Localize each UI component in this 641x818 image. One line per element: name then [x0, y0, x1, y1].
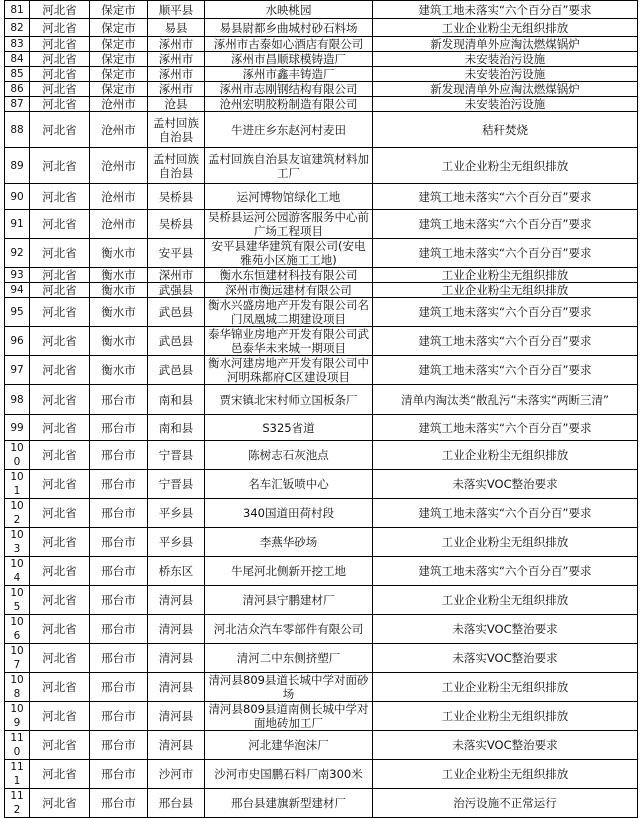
city-cell: 邢台市 — [90, 760, 148, 789]
table-row — [5, 1, 638, 19]
table-row — [5, 298, 638, 327]
county-cell: 武邑县 — [148, 356, 205, 385]
issue-type-cell: 新发现清单外应淘汰燃煤锅炉 — [373, 82, 638, 97]
table-row — [5, 731, 638, 760]
row-number-cell: 91 — [5, 210, 30, 239]
county-cell: 沧县 — [148, 97, 205, 112]
county-cell: 清河县 — [148, 644, 205, 673]
province-cell: 河北省 — [30, 499, 90, 528]
site-name-cell: 深州市衡远建材有限公司 — [205, 283, 373, 298]
province-cell: 河北省 — [30, 528, 90, 557]
site-name-cell: 涿州市志刚钢结构有限公司 — [205, 82, 373, 97]
city-cell: 沧州市 — [90, 148, 148, 184]
issue-type-cell: 建筑工地未落实“六个百分百”要求 — [373, 298, 638, 327]
issue-type-cell: 工业企业粉尘无组织排放 — [373, 283, 638, 298]
city-cell: 邢台市 — [90, 789, 148, 818]
county-cell: 顺平县 — [148, 1, 205, 19]
county-cell: 宁晋县 — [148, 470, 205, 499]
site-name-cell: 水映桃园 — [205, 1, 373, 19]
county-cell: 邢台县 — [148, 789, 205, 818]
county-cell: 清河县 — [148, 731, 205, 760]
province-cell: 河北省 — [30, 19, 90, 37]
issue-type-cell: 工业企业粉尘无组织排放 — [373, 586, 638, 615]
issue-type-cell: 未落实VOC整治要求 — [373, 644, 638, 673]
row-number-cell: 98 — [5, 385, 30, 415]
city-cell: 衡水市 — [90, 298, 148, 327]
table-row — [5, 673, 638, 702]
table-row — [5, 441, 638, 470]
province-cell: 河北省 — [30, 210, 90, 239]
issue-type-cell: 治污设施不正常运行 — [373, 789, 638, 818]
county-cell: 孟村回族自治县 — [148, 112, 205, 148]
row-number-cell: 81 — [5, 1, 30, 19]
table-row — [5, 239, 638, 268]
site-name-cell: 易县尉都乡曲城村砂石料场 — [205, 19, 373, 37]
county-cell: 南和县 — [148, 385, 205, 415]
city-cell: 邢台市 — [90, 731, 148, 760]
city-cell: 邢台市 — [90, 702, 148, 731]
table-row — [5, 97, 638, 112]
county-cell: 深州市 — [148, 268, 205, 283]
row-number-cell: 84 — [5, 52, 30, 67]
site-name-cell: 清河县809县道南侧长城中学对面地砖加工厂 — [205, 702, 373, 731]
city-cell: 邢台市 — [90, 441, 148, 470]
row-number-cell: 106 — [5, 615, 30, 644]
city-cell: 保定市 — [90, 37, 148, 52]
city-cell: 保定市 — [90, 1, 148, 19]
province-cell: 河北省 — [30, 184, 90, 210]
province-cell: 河北省 — [30, 148, 90, 184]
table-row — [5, 210, 638, 239]
site-name-cell: 牛进庄乡东赵河村麦田 — [205, 112, 373, 148]
county-cell: 吴桥县 — [148, 184, 205, 210]
row-number-cell: 101 — [5, 470, 30, 499]
province-cell: 河北省 — [30, 789, 90, 818]
table-row — [5, 37, 638, 52]
row-number-cell: 93 — [5, 268, 30, 283]
county-cell: 清河县 — [148, 702, 205, 731]
county-cell: 涿州市 — [148, 67, 205, 82]
issue-type-cell: 建筑工地未落实“六个百分百”要求 — [373, 1, 638, 19]
issue-type-cell: 建筑工地未落实“六个百分百”要求 — [373, 327, 638, 356]
row-number-cell: 86 — [5, 82, 30, 97]
issue-type-cell: 工业企业粉尘无组织排放 — [373, 148, 638, 184]
site-name-cell: 陈树志石灰池点 — [205, 441, 373, 470]
province-cell: 河北省 — [30, 385, 90, 415]
county-cell: 涿州市 — [148, 82, 205, 97]
city-cell: 邢台市 — [90, 415, 148, 441]
province-cell: 河北省 — [30, 441, 90, 470]
table-row — [5, 148, 638, 184]
province-cell: 河北省 — [30, 557, 90, 586]
province-cell: 河北省 — [30, 586, 90, 615]
county-cell: 涿州市 — [148, 52, 205, 67]
site-name-cell: 河北洁众汽车零部件有限公司 — [205, 615, 373, 644]
province-cell: 河北省 — [30, 356, 90, 385]
row-number-cell: 109 — [5, 702, 30, 731]
city-cell: 邢台市 — [90, 557, 148, 586]
issue-type-cell: 建筑工地未落实“六个百分百”要求 — [373, 499, 638, 528]
issue-type-cell: 建筑工地未落实“六个百分百”要求 — [373, 557, 638, 586]
table-row — [5, 112, 638, 148]
city-cell: 衡水市 — [90, 356, 148, 385]
province-cell: 河北省 — [30, 615, 90, 644]
row-number-cell: 110 — [5, 731, 30, 760]
table-row — [5, 760, 638, 789]
row-number-cell: 85 — [5, 67, 30, 82]
issue-type-cell: 工业企业粉尘无组织排放 — [373, 702, 638, 731]
issue-type-cell: 工业企业粉尘无组织排放 — [373, 268, 638, 283]
city-cell: 衡水市 — [90, 239, 148, 268]
row-number-cell: 111 — [5, 760, 30, 789]
county-cell: 沙河市 — [148, 760, 205, 789]
province-cell: 河北省 — [30, 239, 90, 268]
city-cell: 保定市 — [90, 52, 148, 67]
site-name-cell: 衡水河建房地产开发有限公司中河明珠都府C区建设项目 — [205, 356, 373, 385]
city-cell: 保定市 — [90, 82, 148, 97]
city-cell: 保定市 — [90, 67, 148, 82]
province-cell: 河北省 — [30, 67, 90, 82]
site-name-cell: 涿州市昌顺球模铸造厂 — [205, 52, 373, 67]
table-row — [5, 586, 638, 615]
issue-type-cell: 未落实VOC整治要求 — [373, 615, 638, 644]
site-name-cell: 沧州宏明胶粉制造有限公司 — [205, 97, 373, 112]
city-cell: 邢台市 — [90, 644, 148, 673]
site-name-cell: 涿州市古泰如心酒店有限公司 — [205, 37, 373, 52]
table-row — [5, 356, 638, 385]
row-number-cell: 112 — [5, 789, 30, 818]
site-name-cell: 沙河市史国鹏石料厂南300米 — [205, 760, 373, 789]
city-cell: 沧州市 — [90, 97, 148, 112]
issue-type-cell: 工业企业粉尘无组织排放 — [373, 673, 638, 702]
issue-table — [4, 0, 638, 818]
table-row — [5, 283, 638, 298]
county-cell: 清河县 — [148, 615, 205, 644]
row-number-cell: 82 — [5, 19, 30, 37]
table-row — [5, 702, 638, 731]
table-row — [5, 615, 638, 644]
province-cell: 河北省 — [30, 52, 90, 67]
issue-type-cell: 未安装治污设施 — [373, 52, 638, 67]
issue-type-cell: 工业企业粉尘无组织排放 — [373, 19, 638, 37]
county-cell: 宁晋县 — [148, 441, 205, 470]
row-number-cell: 96 — [5, 327, 30, 356]
table-row — [5, 268, 638, 283]
county-cell: 易县 — [148, 19, 205, 37]
site-name-cell: 衡水兴盛房地产开发有限公司名门凤凰城二期建设项目 — [205, 298, 373, 327]
row-number-cell: 87 — [5, 97, 30, 112]
province-cell: 河北省 — [30, 97, 90, 112]
row-number-cell: 95 — [5, 298, 30, 327]
city-cell: 邢台市 — [90, 385, 148, 415]
province-cell: 河北省 — [30, 112, 90, 148]
province-cell: 河北省 — [30, 1, 90, 19]
site-name-cell: 河北建华泡沫厂 — [205, 731, 373, 760]
table-row — [5, 385, 638, 415]
county-cell: 平乡县 — [148, 499, 205, 528]
county-cell: 清河县 — [148, 586, 205, 615]
table-row — [5, 644, 638, 673]
county-cell: 孟村回族自治县 — [148, 148, 205, 184]
table-row — [5, 82, 638, 97]
row-number-cell: 104 — [5, 557, 30, 586]
province-cell: 河北省 — [30, 415, 90, 441]
table-row — [5, 789, 638, 818]
issue-type-cell: 新发现清单外应淘汰燃煤锅炉 — [373, 37, 638, 52]
issue-type-cell: 秸秆焚烧 — [373, 112, 638, 148]
city-cell: 邢台市 — [90, 470, 148, 499]
province-cell: 河北省 — [30, 644, 90, 673]
city-cell: 沧州市 — [90, 210, 148, 239]
province-cell: 河北省 — [30, 731, 90, 760]
row-number-cell: 97 — [5, 356, 30, 385]
county-cell: 平乡县 — [148, 528, 205, 557]
table-row — [5, 499, 638, 528]
issue-type-cell: 工业企业粉尘无组织排放 — [373, 760, 638, 789]
city-cell: 邢台市 — [90, 499, 148, 528]
row-number-cell: 83 — [5, 37, 30, 52]
site-name-cell: 运河博物馆绿化工地 — [205, 184, 373, 210]
county-cell: 武邑县 — [148, 298, 205, 327]
city-cell: 邢台市 — [90, 615, 148, 644]
row-number-cell: 108 — [5, 673, 30, 702]
county-cell: 吴桥县 — [148, 210, 205, 239]
province-cell: 河北省 — [30, 327, 90, 356]
province-cell: 河北省 — [30, 760, 90, 789]
table-row — [5, 528, 638, 557]
issue-type-cell: 未安装治污设施 — [373, 67, 638, 82]
site-name-cell: 邢台县建旗新型建材厂 — [205, 789, 373, 818]
city-cell: 邢台市 — [90, 586, 148, 615]
province-cell: 河北省 — [30, 702, 90, 731]
site-name-cell: 李燕华砂场 — [205, 528, 373, 557]
issue-type-cell: 未安装治污设施 — [373, 97, 638, 112]
province-cell: 河北省 — [30, 268, 90, 283]
county-cell: 武邑县 — [148, 327, 205, 356]
row-number-cell: 88 — [5, 112, 30, 148]
row-number-cell: 90 — [5, 184, 30, 210]
table-row — [5, 67, 638, 82]
issue-type-cell: 建筑工地未落实“六个百分百”要求 — [373, 239, 638, 268]
issue-type-cell: 建筑工地未落实“六个百分百”要求 — [373, 356, 638, 385]
row-number-cell: 102 — [5, 499, 30, 528]
issue-type-cell: 建筑工地未落实“六个百分百”要求 — [373, 210, 638, 239]
site-name-cell: 吴桥县运河公园游客服务中心前广场工程项目 — [205, 210, 373, 239]
site-name-cell: 衡水东恒建材科技有限公司 — [205, 268, 373, 283]
row-number-cell: 100 — [5, 441, 30, 470]
site-name-cell: 安平县建华建筑有限公司(安电雅苑小区施工工地) — [205, 239, 373, 268]
county-cell: 南和县 — [148, 415, 205, 441]
issue-type-cell: 工业企业粉尘无组织排放 — [373, 441, 638, 470]
table-row — [5, 327, 638, 356]
row-number-cell: 89 — [5, 148, 30, 184]
county-cell: 清河县 — [148, 673, 205, 702]
city-cell: 沧州市 — [90, 112, 148, 148]
site-name-cell: 牛尾河北侧新开挖工地 — [205, 557, 373, 586]
site-name-cell: 贾宋镇北宋村师立国板条厂 — [205, 385, 373, 415]
site-name-cell: 清河二中东侧挤塑厂 — [205, 644, 373, 673]
row-number-cell: 94 — [5, 283, 30, 298]
city-cell: 邢台市 — [90, 673, 148, 702]
row-number-cell: 105 — [5, 586, 30, 615]
county-cell: 武强县 — [148, 283, 205, 298]
issue-type-cell: 建筑工地未落实“六个百分百”要求 — [373, 184, 638, 210]
table-row — [5, 52, 638, 67]
province-cell: 河北省 — [30, 37, 90, 52]
table-row — [5, 19, 638, 37]
table-row — [5, 470, 638, 499]
issue-type-cell: 未落实VOC整治要求 — [373, 470, 638, 499]
city-cell: 邢台市 — [90, 528, 148, 557]
row-number-cell: 92 — [5, 239, 30, 268]
issue-type-cell: 工业企业粉尘无组织排放 — [373, 528, 638, 557]
province-cell: 河北省 — [30, 283, 90, 298]
site-name-cell: 340国道田荷村段 — [205, 499, 373, 528]
site-name-cell: 清河县宁鹏建材厂 — [205, 586, 373, 615]
site-name-cell: 名车汇钣喷中心 — [205, 470, 373, 499]
city-cell: 衡水市 — [90, 327, 148, 356]
table-row — [5, 415, 638, 441]
issue-type-cell: 未落实VOC整治要求 — [373, 731, 638, 760]
site-name-cell: 泰华锦业房地产开发有限公司武邑泰华未来城一期项目 — [205, 327, 373, 356]
site-name-cell: 孟村回族自治县友谊建筑材料加工厂 — [205, 148, 373, 184]
site-name-cell: 清河县809县道长城中学对面砂场 — [205, 673, 373, 702]
row-number-cell: 107 — [5, 644, 30, 673]
county-cell: 安平县 — [148, 239, 205, 268]
province-cell: 河北省 — [30, 82, 90, 97]
province-cell: 河北省 — [30, 470, 90, 499]
issue-type-cell: 建筑工地未落实“六个百分百”要求 — [373, 415, 638, 441]
city-cell: 衡水市 — [90, 283, 148, 298]
issue-type-cell: 清单内淘汰类“散乱污”未落实“两断三清” — [373, 385, 638, 415]
row-number-cell: 103 — [5, 528, 30, 557]
province-cell: 河北省 — [30, 673, 90, 702]
site-name-cell: 涿州市鑫丰铸造厂 — [205, 67, 373, 82]
city-cell: 保定市 — [90, 19, 148, 37]
city-cell: 沧州市 — [90, 184, 148, 210]
province-cell: 河北省 — [30, 298, 90, 327]
site-name-cell: S325省道 — [205, 415, 373, 441]
county-cell: 桥东区 — [148, 557, 205, 586]
table-row — [5, 557, 638, 586]
county-cell: 涿州市 — [148, 37, 205, 52]
row-number-cell: 99 — [5, 415, 30, 441]
city-cell: 衡水市 — [90, 268, 148, 283]
table-row — [5, 184, 638, 210]
